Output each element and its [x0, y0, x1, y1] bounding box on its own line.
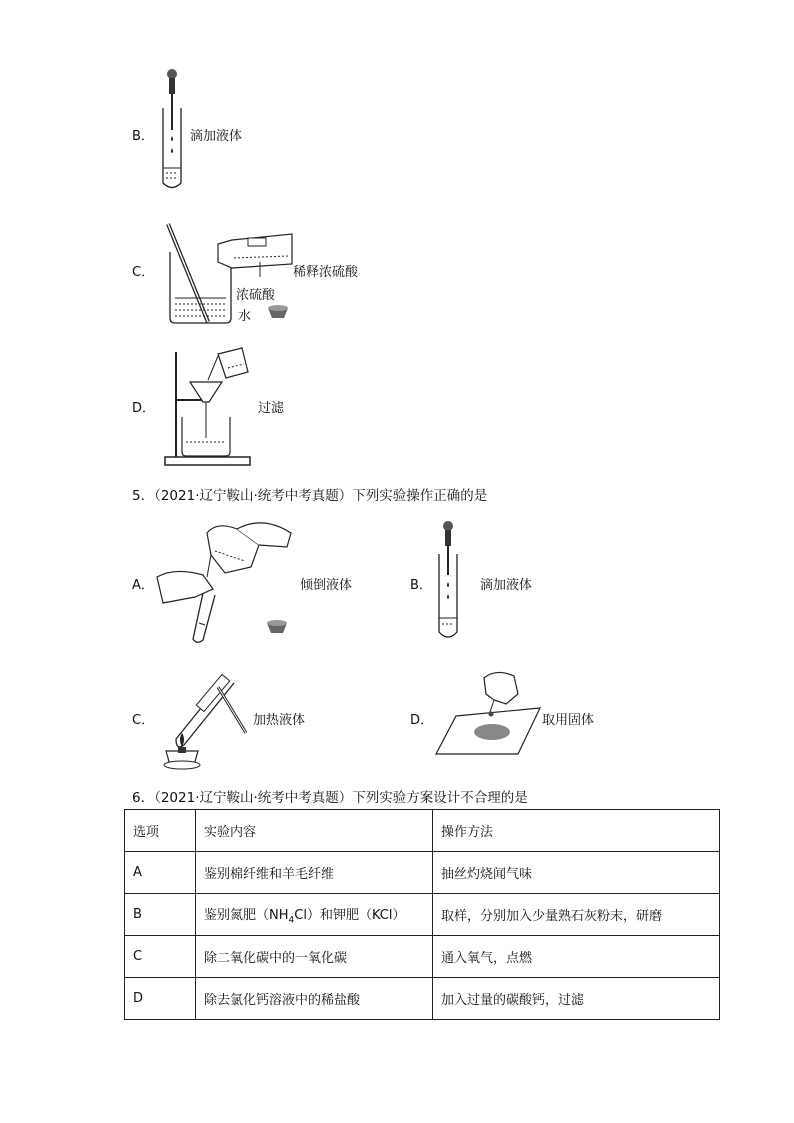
- row-method: 取样，分别加入少量熟石灰粉末，研磨: [433, 894, 720, 936]
- table-header-row: [125, 810, 720, 852]
- table-row: [125, 894, 720, 936]
- row-content: 除二氧化碳中的一氧化碳: [196, 936, 433, 978]
- header-method: 操作方法: [433, 810, 720, 852]
- table-row: [125, 936, 720, 978]
- row-method: 通入氧气，点燃: [433, 936, 720, 978]
- header-content: 实验内容: [196, 810, 433, 852]
- question-5-stem: 5．（2021·辽宁鞍山·统考中考真题）下列实验操作正确的是: [132, 488, 488, 504]
- filtration-apparatus-illustration: [160, 342, 260, 467]
- q5-option-letter-b: B．: [410, 578, 432, 593]
- q5-option-letter-d: D．: [410, 713, 434, 728]
- row-content: 鉴别棉纤维和羊毛纤维: [196, 852, 433, 894]
- table-row: [125, 978, 720, 1020]
- heat-liquid-illustration: [148, 665, 253, 770]
- row-method: 加入过量的碳酸钙，过滤: [433, 978, 720, 1020]
- row-option: A: [125, 852, 196, 894]
- caption-drip-liquid: 滴加液体: [190, 129, 243, 144]
- caption-pour-liquid: 倾倒液体: [300, 578, 353, 593]
- row-content: 除去氯化钙溶液中的稀盐酸: [196, 978, 433, 1020]
- table-row: [125, 852, 720, 894]
- caption-heat-liquid: 加热液体: [253, 713, 306, 728]
- q5-option-letter-a: A．: [132, 578, 154, 593]
- label-water: 水: [238, 309, 252, 324]
- question-6-stem: 6．（2021·辽宁鞍山·统考中考真题）下列实验方案设计不合理的是: [132, 790, 528, 806]
- row-option: C: [125, 936, 196, 978]
- label-concentrated-sulfuric-acid: 浓硫酸: [236, 288, 276, 303]
- caption-dilute-acid: 稀释浓硫酸: [293, 265, 359, 280]
- option-letter-c: C．: [132, 265, 155, 280]
- dropper-test-tube-illustration: [160, 68, 190, 193]
- experiment-plan-table: [124, 809, 720, 1020]
- pour-liquid-illustration: [155, 515, 295, 640]
- row-option: B: [125, 894, 196, 936]
- dropper-test-tube-illustration-2: [436, 520, 466, 645]
- q5-option-letter-c: C．: [132, 713, 155, 728]
- caption-take-solid: 取用固体: [542, 713, 595, 728]
- dilute-sulfuric-acid-illustration: [160, 222, 300, 332]
- option-letter-d: D．: [132, 401, 156, 416]
- row-option: D: [125, 978, 196, 1020]
- caption-filtration: 过滤: [258, 401, 285, 416]
- row-method: 抽丝灼烧闻气味: [433, 852, 720, 894]
- row-content: 鉴别氮肥$(NH_4Cl)$和钾肥（KCl）: [196, 894, 433, 936]
- caption-drip-liquid-2: 滴加液体: [480, 578, 533, 593]
- header-option: 选项: [125, 810, 196, 852]
- option-letter-b: B．: [132, 129, 154, 144]
- take-solid-illustration: [434, 668, 544, 760]
